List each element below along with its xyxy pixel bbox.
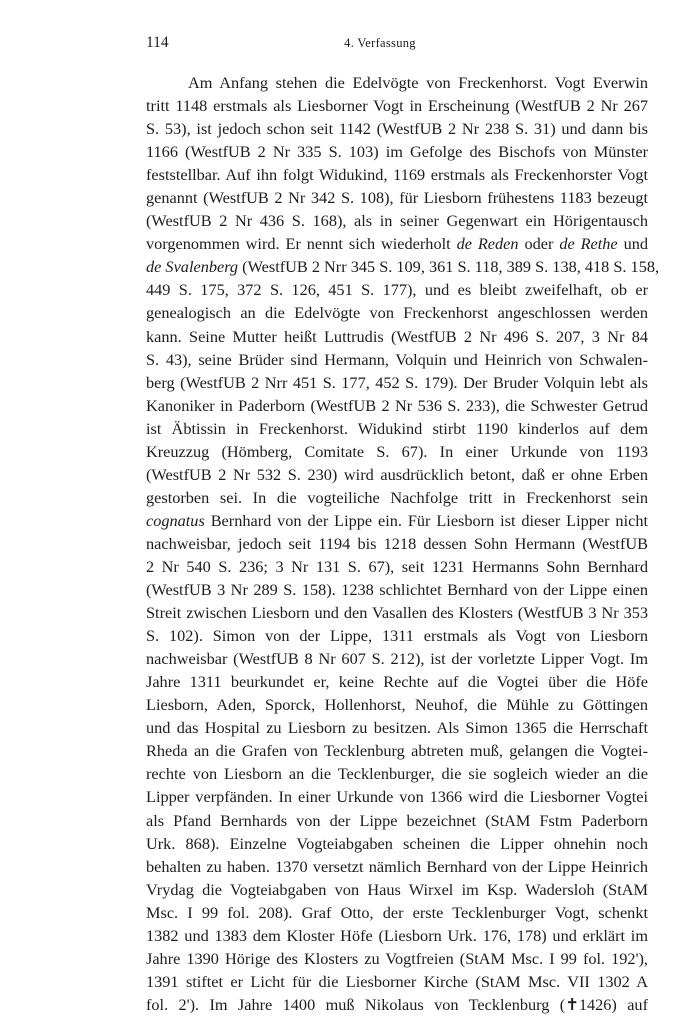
text-line: 1382 und 1383 dem Kloster Höfe (Liesborn Urk. 176, 178) und erklärt im bbox=[146, 925, 648, 945]
line-text: oder bbox=[524, 234, 554, 254]
text-line: Jahre 1311 beurkundet er, keine Rechte auf die Vogtei über die Höfe bbox=[146, 672, 648, 692]
text-line: rechte von Liesborn an die Tecklenburger, die sie sogleich wieder an die bbox=[146, 764, 648, 784]
text-line: Liesborn, Aden, Sporck, Hollenhorst, Neuhof, die Mühle zu Göttingen bbox=[146, 695, 648, 715]
text-line bbox=[146, 232, 648, 255]
text-line: und das Hospital zu Liesborn zu besitzen. Als Simon 1365 die Herrschaft bbox=[146, 718, 648, 738]
text-line: behalten zu haben. 1370 versetzt nämlich Bernhard von der Lippe Heinrich bbox=[146, 856, 648, 876]
text-line bbox=[146, 509, 648, 532]
italic-term: de Svalenberg bbox=[146, 257, 239, 277]
line-text: und bbox=[623, 234, 648, 254]
text-line: feststellbar. Auf ihn folgt Widukind, 1169 erstmals als Freckenhorster Vogt bbox=[146, 165, 648, 185]
text-line bbox=[146, 255, 660, 278]
text-line: 1166 (WestfUB 2 Nr 335 S. 103) im Gefolge des Bischofs von Münster bbox=[146, 142, 648, 162]
text-line: gestorben sei. In die vogteiliche Nachfolge tritt in Freckenhorst sein bbox=[146, 487, 648, 507]
text-line: ist Äbtissin in Freckenhorst. Widukind stirbt 1190 kinderlos auf dem bbox=[146, 418, 648, 438]
text-line: Lipper verpfänden. In einer Urkunde von 1366 wird die Liesborner Vogtei bbox=[146, 787, 648, 807]
text-line: Msc. I 99 fol. 208). Graf Otto, der erste Tecklenburger Vogt, schenkt bbox=[146, 902, 648, 922]
text-line: Streit zwischen Liesborn und den Vasallen des Klosters (WestfUB 3 Nr 353 bbox=[146, 603, 648, 623]
text-line: Kreuzzug (Hömberg, Comitate S. 67). In einer Urkunde von 1193 bbox=[146, 441, 648, 461]
text-line: Vrydag die Vogteiabgaben von Haus Wirxel im Ksp. Wadersloh (StAM bbox=[146, 879, 648, 899]
text-line: kann. Seine Mutter heißt Luttrudis (WestfUB 2 Nr 496 S. 207, 3 Nr 84 bbox=[146, 326, 648, 346]
text-line: S. 102). Simon von der Lippe, 1311 erstmals als Vogt von Liesborn bbox=[146, 626, 648, 646]
italic-term: de Reden bbox=[456, 234, 519, 254]
text-line: genannt (WestfUB 2 Nr 342 S. 108), für Liesborn frühestens 1183 bezeugt bbox=[146, 188, 648, 208]
text-line: nachweisbar, jedoch seit 1194 bis 1218 dessen Sohn Hermann (WestfUB bbox=[146, 533, 648, 553]
text-line: 1391 stiftet er Licht für die Liesborner Kirche (StAM Msc. VII 1302 A bbox=[146, 971, 648, 991]
text-line: 2 Nr 540 S. 236; 3 Nr 131 S. 67), seit 1231 Hermanns Sohn Bernhard bbox=[146, 556, 648, 576]
text-line: genealogisch an die Edelvögte von Freckenhorst angeschlossen werden bbox=[146, 303, 648, 323]
italic-term: cognatus bbox=[146, 510, 205, 530]
text-line: S. 43), seine Brüder sind Hermann, Volquin und Heinrich von Schwalen- bbox=[146, 349, 648, 369]
text-line: S. 53), ist jedoch schon seit 1142 (WestfUB 2 Nr 238 S. 31) und dann bis bbox=[146, 119, 648, 139]
body-text bbox=[146, 71, 660, 1016]
line-text: Bernhard von der Lippe ein. Für Liesborn ist dieser Lipper nicht bbox=[210, 510, 648, 530]
line-text: vorgenommen wird. Er nennt sich wiederholt bbox=[146, 234, 451, 254]
running-head: 4. Verfassung bbox=[344, 36, 416, 50]
text-line: (WestfUB 2 Nr 532 S. 230) wird ausdrücklich betont, daß er ohne Erben bbox=[146, 464, 648, 484]
line-text: (WestfUB 2 Nrr 345 S. 109, 361 S. 118, 389 S. 138, 418 S. 158, bbox=[242, 257, 660, 277]
text-line: 449 S. 175, 372 S. 126, 451 S. 177), und es bleibt zweifelhaft, ob er bbox=[146, 280, 648, 300]
page-number: 114 bbox=[146, 34, 169, 51]
text-line: (WestfUB 2 Nr 436 S. 168), als in seiner Gegenwart ein Hörigentausch bbox=[146, 211, 648, 231]
text-line: nachweisbar (WestfUB 8 Nr 607 S. 212), ist der vorletzte Lipper Vogt. Im bbox=[146, 649, 648, 669]
text-line: fol. 2'). Im Jahre 1400 muß Nikolaus von Tecklenburg (✝1426) auf bbox=[146, 994, 648, 1014]
text-line: Rheda an die Grafen von Tecklenburg abtreten muß, gelangen die Vogtei- bbox=[146, 741, 648, 761]
text-line: (WestfUB 3 Nr 289 S. 158). 1238 schlichtet Bernhard von der Lippe einen bbox=[146, 580, 648, 600]
text-line: als Pfand Bernhards von der Lippe bezeichnet (StAM Fstm Paderborn bbox=[146, 810, 648, 830]
text-line: tritt 1148 erstmals als Liesborner Vogt in Erscheinung (WestfUB 2 Nr 267 bbox=[146, 96, 648, 116]
text-line: Kanoniker in Paderborn (WestfUB 2 Nr 536 S. 233), die Schwester Getrud bbox=[146, 395, 648, 415]
text-line: Urk. 868). Einzelne Vogteiabgaben scheinen die Lipper ohnehin noch bbox=[146, 833, 648, 853]
text-line: Jahre 1390 Hörige des Klosters zu Vogtfreien (StAM Msc. I 99 fol. 192'), bbox=[146, 948, 648, 968]
text-line: berg (WestfUB 2 Nrr 451 S. 177, 452 S. 179). Der Bruder Volquin lebt als bbox=[146, 372, 648, 392]
text-line: Am Anfang stehen die Edelvögte von Freckenhorst. Vogt Everwin bbox=[188, 73, 648, 92]
italic-term: de Rethe bbox=[559, 234, 618, 254]
